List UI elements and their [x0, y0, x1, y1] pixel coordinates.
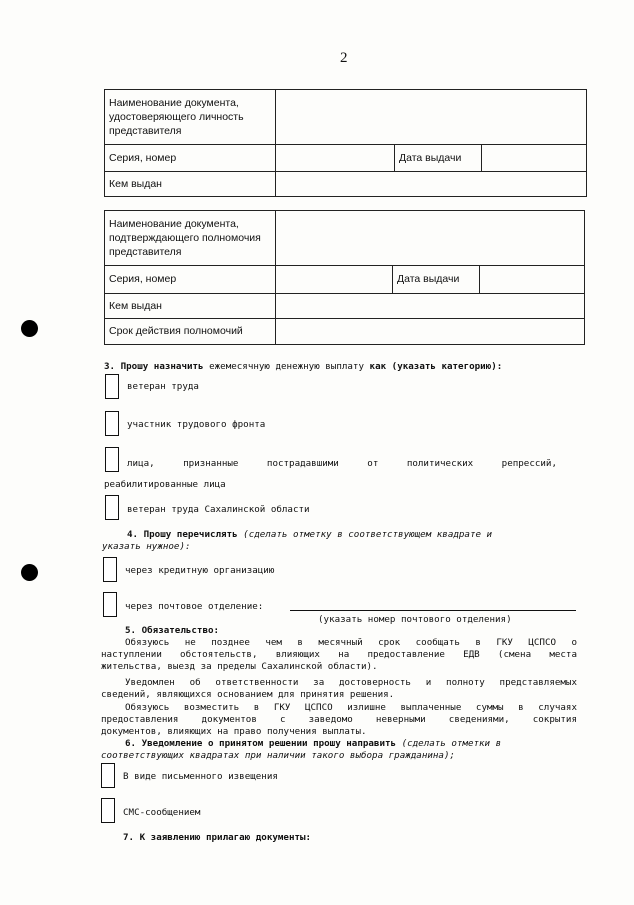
series-field[interactable] [276, 145, 395, 172]
section6-hint: (сделать отметки в [396, 738, 502, 749]
issued-by-field[interactable] [276, 294, 585, 319]
checkbox-repressed[interactable] [105, 447, 119, 472]
representative-id-table [104, 89, 587, 197]
punch-hole-top [21, 320, 38, 337]
section6-title: 6. Уведомление о принятом решении прошу направить [125, 738, 397, 749]
checkbox-post-office[interactable] [103, 592, 117, 617]
option-labor-front: участник трудового фронта [127, 419, 266, 430]
checkbox-labor-veteran[interactable] [105, 374, 119, 399]
section7-title: 7. К заявлению прилагаю документы: [123, 832, 312, 843]
option-labor-veteran: ветеран труда [127, 381, 199, 392]
post-office-line[interactable] [290, 610, 576, 611]
option-sakhalin-veteran: ветеран труда Сахалинской области [127, 504, 310, 515]
issued-by-label: Кем выдан [105, 172, 276, 197]
validity-label: Срок действия полномочий [105, 319, 276, 345]
checkbox-sms[interactable] [101, 798, 115, 823]
page-number: 2 [340, 50, 348, 66]
option-written-notice: В виде письменного извещения [123, 771, 278, 782]
representative-authority-table [104, 210, 585, 345]
doc-name-field[interactable] [276, 90, 587, 145]
option-repressed-cont: реабилитированные лица [104, 479, 226, 490]
obligation-p2-l1: Уведомлен об ответственности за достоверность и полноту представляемых [125, 677, 577, 688]
section4-title: 4. Прошу перечислять [127, 529, 238, 540]
series-label: Серия, номер [105, 145, 276, 172]
issued-by-label: Кем выдан [105, 294, 276, 319]
checkbox-written-notice[interactable] [101, 763, 115, 788]
option-repressed: лица, признанные пострадавшими от политических репрессий, [127, 458, 557, 469]
section3-text: ежемесячную денежную выплату [203, 361, 370, 372]
series-label: Серия, номер [105, 266, 276, 294]
option-post-office: через почтовое отделение: [125, 601, 264, 612]
issue-date-label: Дата выдачи [393, 266, 480, 294]
section4-hint: (сделать отметку в соответствующем квадрате и [237, 529, 493, 540]
issue-date-field[interactable] [482, 145, 587, 172]
obligation-p3-l2: предоставления документов с заведомо неверными сведениями, сокрытия [101, 714, 577, 725]
section3-title2: как (указать категорию): [369, 361, 503, 372]
issue-date-label: Дата выдачи [395, 145, 482, 172]
section6-hint-cont: соответствующих квадратах при наличии такого выбора гражданина); [101, 750, 456, 761]
obligation-p1-l2: наступлении обстоятельств, влияющих на предоставление ЕДВ (смена места [101, 649, 577, 660]
option-sms: СМС-сообщением [123, 807, 201, 818]
section3-title: 3. Прошу назначить [104, 361, 204, 372]
obligation-p3-l1: Обязуюсь возместить в ГКУ ЦСПСО излишне выплаченные суммы в случаях [125, 702, 577, 713]
punch-hole-bottom [21, 564, 38, 581]
authority-doc-label: Наименование документа, подтверждающего полномочия представителя [105, 211, 276, 266]
checkbox-sakhalin-veteran[interactable] [105, 495, 119, 520]
section5-title: 5. Обязательство: [125, 625, 220, 636]
obligation-p3-l3: документов, влияющих на право получения выплаты. [101, 726, 367, 737]
option-credit-org: через кредитную организацию [125, 565, 275, 576]
checkbox-credit-org[interactable] [103, 557, 117, 582]
validity-field[interactable] [276, 319, 585, 345]
authority-doc-field[interactable] [276, 211, 585, 266]
obligation-p2-l2: сведений, являющихся основанием для принятия решения. [101, 689, 395, 700]
doc-name-label: Наименование документа, удостоверяющего личность представителя [105, 90, 276, 145]
checkbox-labor-front[interactable] [105, 411, 119, 436]
obligation-p1-l3: жительства, выезд за пределы Сахалинской области). [101, 661, 378, 672]
series-field[interactable] [276, 266, 393, 294]
section3-lead [104, 360, 502, 373]
issue-date-field[interactable] [480, 266, 585, 294]
post-office-hint: (указать номер почтового отделения) [318, 614, 512, 625]
issued-by-field[interactable] [276, 172, 587, 197]
obligation-p1-l1: Обязуюсь не позднее чем в месячный срок сообщать в ГКУ ЦСПСО о [125, 637, 577, 648]
section4-hint-cont: указать нужное): [102, 541, 191, 552]
